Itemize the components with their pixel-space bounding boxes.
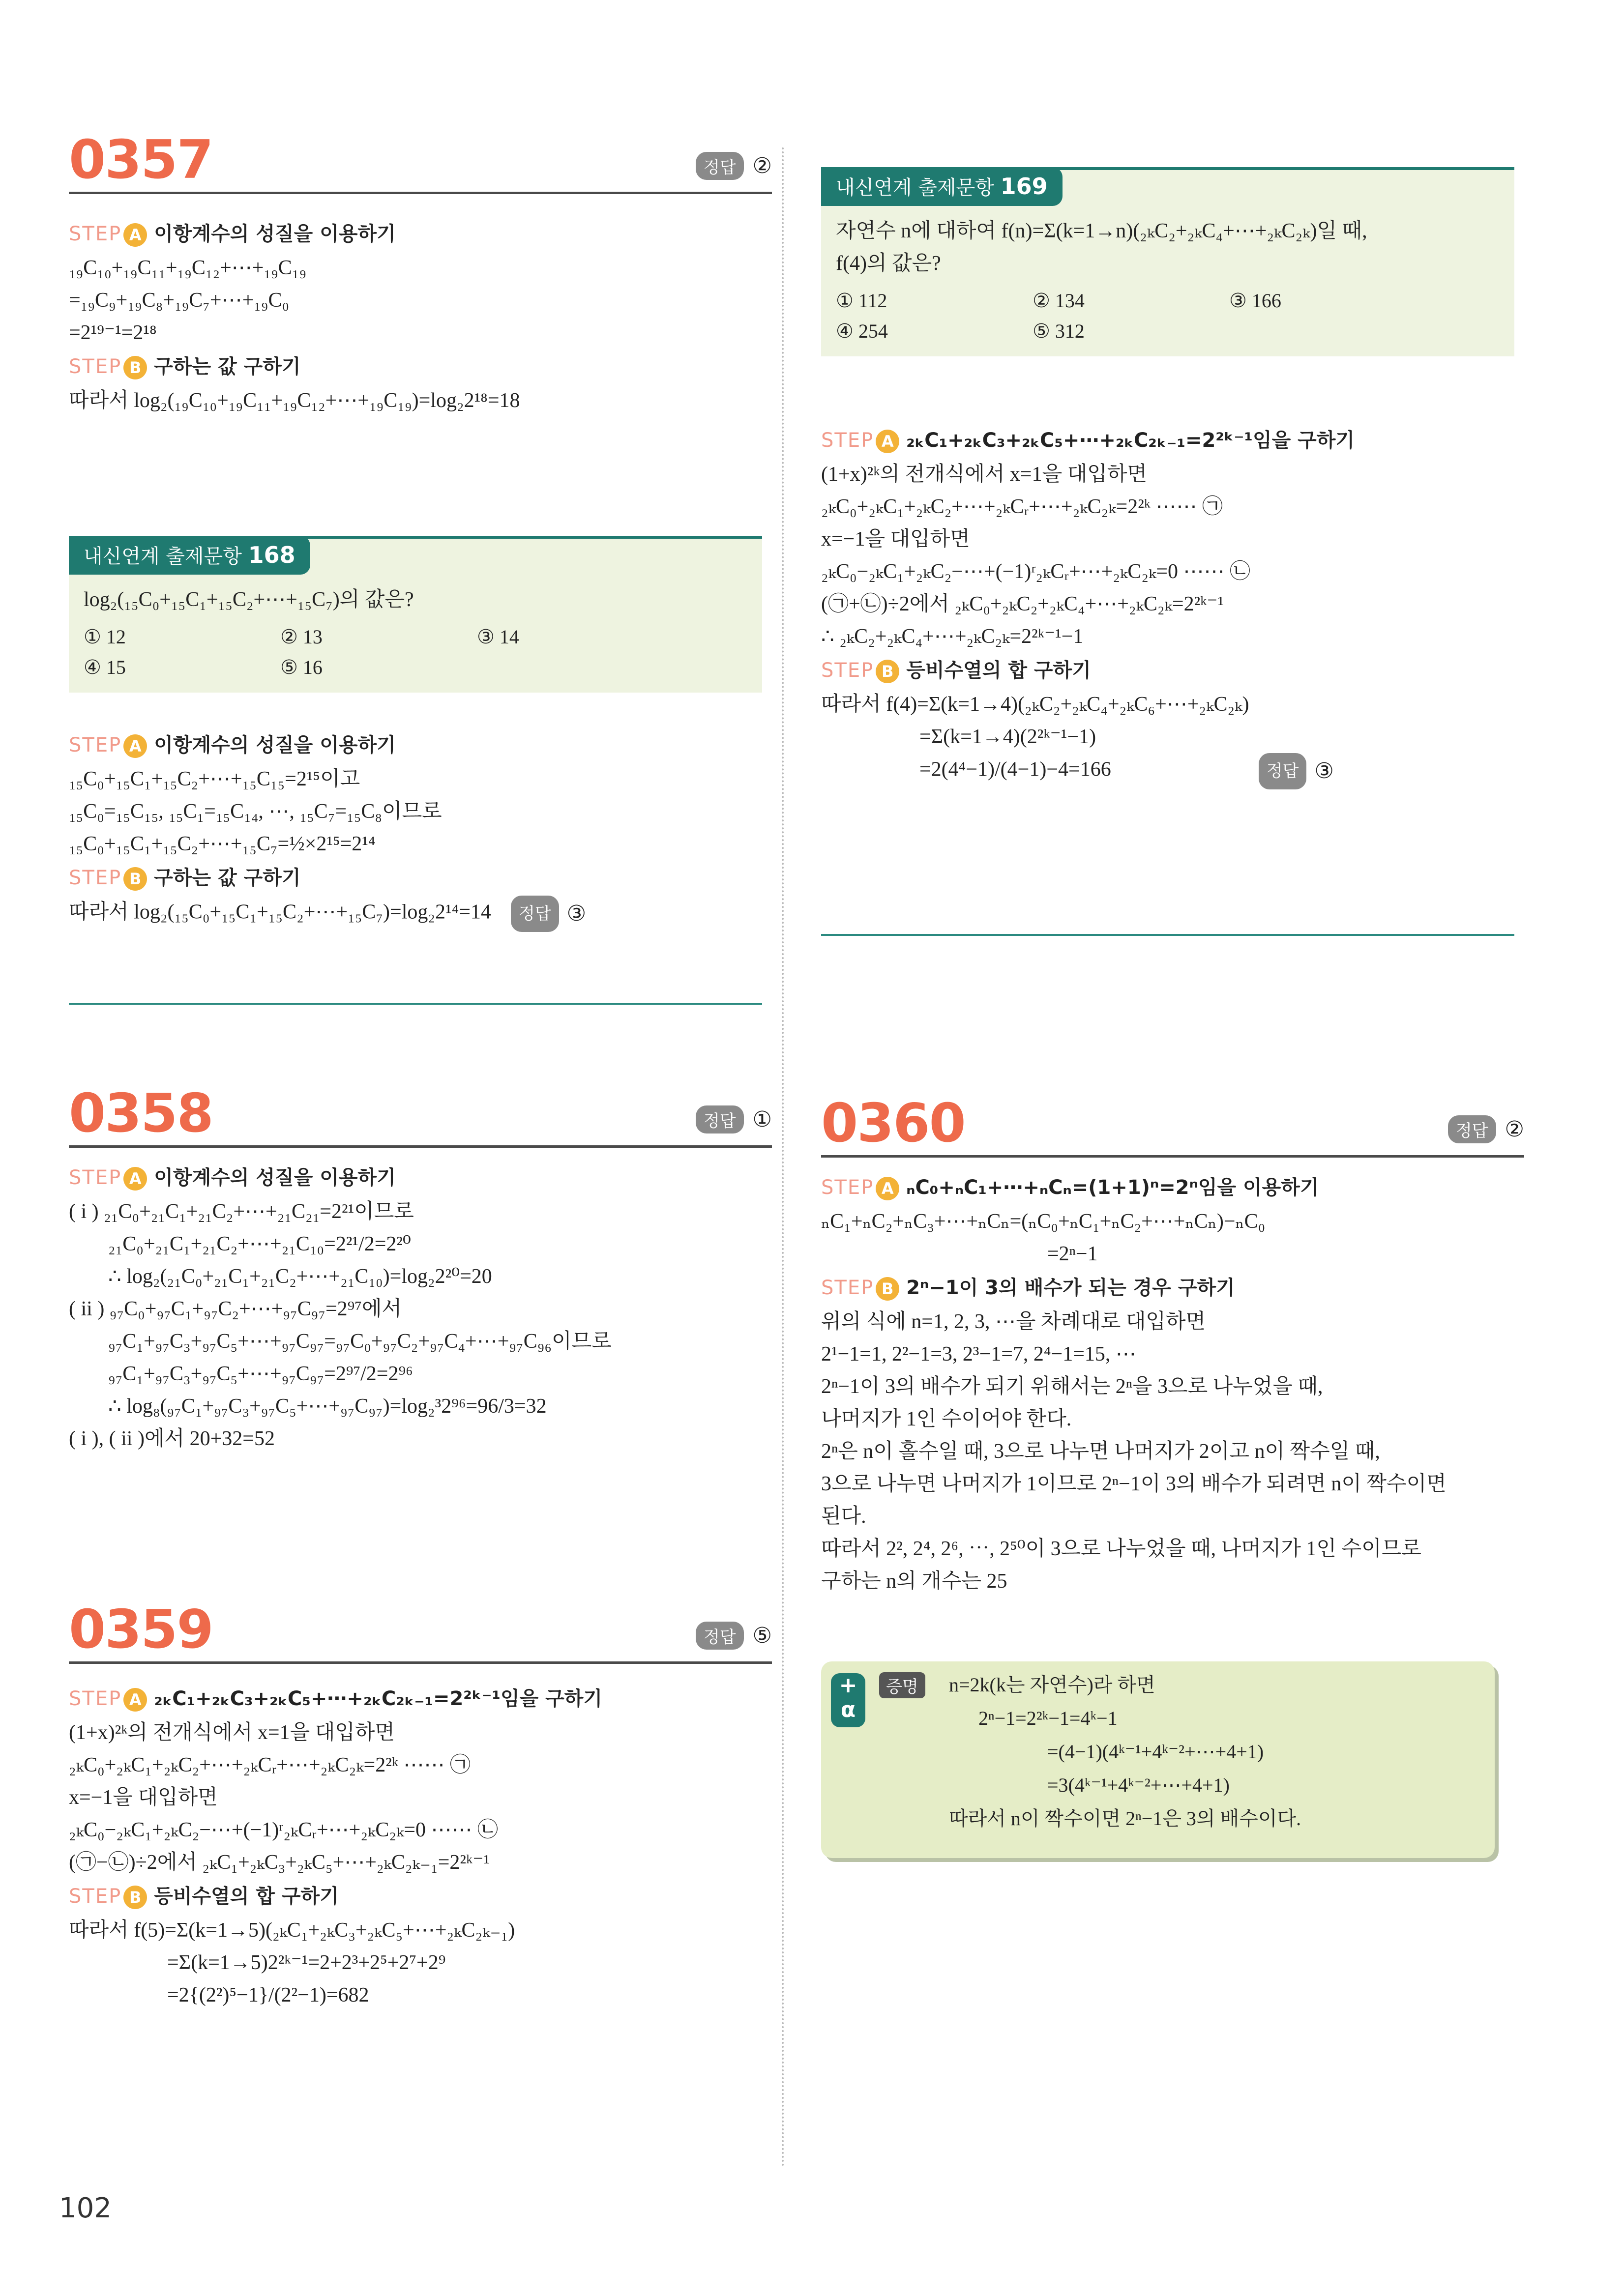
related-168-solution xyxy=(69,727,772,932)
answer-value: ② xyxy=(752,154,772,178)
proof-line: n=2k(k는 자연수)라 하면 xyxy=(949,1674,1155,1696)
proof-line: 2ⁿ−1=2²ᵏ−1=4ᵏ−1 xyxy=(978,1707,1118,1729)
problem-number: 0357 xyxy=(69,129,213,191)
solution-line: ₁₅C₀+₁₅C₁+₁₅C₂+⋯+₁₅C₁₅=2¹⁵이고 xyxy=(69,768,360,790)
solution-line: x=−1을 대입하면 xyxy=(821,528,970,551)
choice-4: ④ 254 xyxy=(836,320,888,342)
solution-line: =2¹⁹⁻¹=2¹⁸ xyxy=(69,321,157,344)
answer-badge: 정답 xyxy=(511,896,559,932)
choice-2: ② 13 xyxy=(280,626,323,648)
proof-line: =(4−1)(4ᵏ⁻¹+4ᵏ⁻²+⋯+4+1) xyxy=(1047,1741,1264,1763)
solution-line: 따라서 f(4)=Σ(k=1→4)(₂ₖC₂+₂ₖC₄+₂ₖC₆+⋯+₂ₖC₂ₖ) xyxy=(821,693,1249,716)
answer-value: ① xyxy=(752,1107,772,1132)
solution-line: ₁₅C₀=₁₅C₁₅, ₁₅C₁=₁₅C₁₄, ⋯, ₁₅C₇=₁₅C₈이므로 xyxy=(69,800,442,823)
solution-line: ₙC₁+ₙC₂+ₙC₃+⋯+ₙCₙ=(ₙC₀+ₙC₁+ₙC₂+⋯+ₙCₙ)−ₙC₀ xyxy=(821,1210,1266,1233)
problem-number: 0359 xyxy=(69,1599,213,1660)
solution-line: 따라서 log₂(₁₅C₀+₁₅C₁+₁₅C₂+⋯+₁₅C₇)=log₂2¹⁴=14 정답 ③ xyxy=(69,896,772,932)
problem-0360-solution xyxy=(821,1170,1524,1598)
proof-box xyxy=(821,1661,1495,1858)
problem-number: 0358 xyxy=(69,1083,213,1144)
solution-line: 나머지가 1인 수이어야 한다. xyxy=(821,1408,1072,1430)
choices xyxy=(84,622,747,683)
choice-5: ⑤ 312 xyxy=(1033,320,1085,342)
related-problem-169 xyxy=(821,167,1514,356)
related-tab: 내신연계 출제문항 169 xyxy=(821,167,1063,206)
step-a-heading: STEP A 이항계수의 성질을 이용하기 xyxy=(69,727,772,763)
choice-4: ④ 15 xyxy=(84,656,126,678)
answer-indicator xyxy=(696,152,772,180)
step-a-heading: STEP A 이항계수의 성질을 이용하기 xyxy=(69,216,772,252)
solution-line: 3으로 나누면 나머지가 1이므로 2ⁿ−1이 3의 배수가 되려면 n이 짝수이면 xyxy=(821,1473,1447,1495)
problem-0357-header xyxy=(69,123,772,194)
solution-line: =2(4⁴−1)/(4−1)−4=166 정답 ③ xyxy=(821,753,1524,789)
choice-3: ③ 166 xyxy=(1229,290,1281,312)
choice-5: ⑤ 16 xyxy=(280,656,323,678)
proof-tag: 증명 xyxy=(879,1672,925,1698)
solution-line: x=−1을 대입하면 xyxy=(69,1786,218,1809)
column-divider xyxy=(782,147,784,2168)
problem-0359-solution xyxy=(69,1681,772,2011)
solution-line: =2{(2²)⁵−1}/(2²−1)=682 xyxy=(167,1984,369,2006)
problem-0358-header xyxy=(69,1076,772,1148)
solution-line: =2ⁿ−1 xyxy=(1047,1243,1098,1265)
solution-line: ( i ) ₂₁C₀+₂₁C₁+₂₁C₂+⋯+₂₁C₂₁=2²¹이므로 xyxy=(69,1200,414,1223)
solution-line: ₂₁C₀+₂₁C₁+₂₁C₂+⋯+₂₁C₁₀=2²¹/2=2²⁰ xyxy=(108,1233,411,1255)
solution-line: ∴ ₂ₖC₂+₂ₖC₄+⋯+₂ₖC₂ₖ=2²ᵏ⁻¹−1 xyxy=(821,625,1084,648)
answer-badge: 정답 xyxy=(696,1105,744,1133)
answer-value: ⑤ xyxy=(752,1624,772,1648)
question-text: log₂(₁₅C₀+₁₅C₁+₁₅C₂+⋯+₁₅C₇)의 값은? xyxy=(84,588,414,611)
choice-1: ① 12 xyxy=(84,626,126,648)
answer-value: ③ xyxy=(1314,759,1334,783)
solution-line: =Σ(k=1→4)(2²ᵏ⁻¹−1) xyxy=(919,726,1096,748)
step-a-heading: STEP A ₂ₖC₁+₂ₖC₃+₂ₖC₅+⋯+₂ₖC₂ₖ₋₁=2²ᵏ⁻¹임을 구하기 xyxy=(821,423,1524,458)
answer-value: ③ xyxy=(566,901,587,926)
solution-line: (1+x)²ᵏ의 전개식에서 x=1을 대입하면 xyxy=(69,1721,395,1744)
solution-line: ( ii ) ₉₇C₀+₉₇C₁+₉₇C₂+⋯+₉₇C₉₇=2⁹⁷에서 xyxy=(69,1298,402,1320)
solution-line: (1+x)²ᵏ의 전개식에서 x=1을 대입하면 xyxy=(821,463,1147,486)
related-tab: 내신연계 출제문항 168 xyxy=(69,536,310,575)
solution-line: ( i ), ( ii )에서 20+32=52 xyxy=(69,1427,275,1450)
solution-line: ∴ log₈(₉₇C₁+₉₇C₃+₉₇C₅+⋯+₉₇C₉₇)=log₂³2⁹⁶=96/3=32 xyxy=(108,1395,547,1418)
section-separator xyxy=(69,1003,762,1005)
proof-lines xyxy=(949,1668,1301,1835)
problem-0358-solution xyxy=(69,1160,772,1455)
answer-indicator xyxy=(1448,1115,1524,1143)
solution-line: (㉠+㉡)÷2에서 ₂ₖC₀+₂ₖC₂+₂ₖC₄+⋯+₂ₖC₂ₖ=2²ᵏ⁻¹ xyxy=(821,593,1224,615)
related-problem-168 xyxy=(69,536,762,693)
solution-line: ∴ log₂(₂₁C₀+₂₁C₁+₂₁C₂+⋯+₂₁C₁₀)=log₂2²⁰=20 xyxy=(108,1265,492,1288)
problem-0360-header xyxy=(821,1086,1524,1158)
step-b-heading: STEP B 등비수열의 합 구하기 xyxy=(69,1879,772,1914)
proof-line: =3(4ᵏ⁻¹+4ᵏ⁻²+⋯+4+1) xyxy=(1047,1774,1230,1796)
answer-value: ② xyxy=(1505,1117,1524,1141)
plus-alpha-icon: + α xyxy=(831,1673,865,1727)
solution-line: ₉₇C₁+₉₇C₃+₉₇C₅+⋯+₉₇C₉₇=₉₇C₀+₉₇C₂+₉₇C₄+⋯+₉₇C₉₆이므로 xyxy=(108,1330,612,1353)
solution-line: 2ⁿ−1이 3의 배수가 되기 위해서는 2ⁿ을 3으로 나누었을 때, xyxy=(821,1375,1323,1398)
solution-line: 구하는 n의 개수는 25 xyxy=(821,1570,1007,1593)
solution-line: =₁₉C₉+₁₉C₈+₁₉C₇+⋯+₁₉C₀ xyxy=(69,289,290,312)
step-b-heading: STEP B 등비수열의 합 구하기 xyxy=(821,653,1524,688)
solution-line: 2¹−1=1, 2²−1=3, 2³−1=7, 2⁴−1=15, ⋯ xyxy=(821,1343,1136,1366)
choices xyxy=(836,286,1500,347)
solution-line: ₂ₖC₀−₂ₖC₁+₂ₖC₂−⋯+(−1)ʳ₂ₖCᵣ+⋯+₂ₖC₂ₖ=0 ⋯⋯ ㉡ xyxy=(821,560,1250,583)
solution-line: =Σ(k=1→5)2²ᵏ⁻¹=2+2³+2⁵+2⁷+2⁹ xyxy=(167,1951,446,1974)
step-b-heading: STEP B 구하는 값 구하기 xyxy=(69,349,772,384)
problem-0359-header xyxy=(69,1593,772,1664)
choice-2: ② 134 xyxy=(1033,290,1085,312)
question-text: 자연수 n에 대하여 f(n)=Σ(k=1→n)(₂ₖC₂+₂ₖC₄+⋯+₂ₖC₂ₖ)일 때, xyxy=(836,220,1367,242)
solution-line: 따라서 log₂(₁₉C₁₀+₁₉C₁₁+₁₉C₁₂+⋯+₁₉C₁₉)=log₂2¹⁸=18 xyxy=(69,389,520,412)
related-169-solution xyxy=(821,423,1524,789)
solution-line: 위의 식에 n=1, 2, 3, ⋯을 차례대로 대입하면 xyxy=(821,1310,1206,1333)
step-a-heading: STEP A ₙC₀+ₙC₁+⋯+ₙCₙ=(1+1)ⁿ=2ⁿ임을 이용하기 xyxy=(821,1170,1524,1205)
page-number: 102 xyxy=(59,2192,112,2224)
problem-number: 0360 xyxy=(821,1093,965,1154)
solution-line: ₂ₖC₀+₂ₖC₁+₂ₖC₂+⋯+₂ₖCᵣ+⋯+₂ₖC₂ₖ=2²ᵏ ⋯⋯ ㉠ xyxy=(821,495,1223,518)
choice-3: ③ 14 xyxy=(477,626,519,648)
question-text: f(4)의 값은? xyxy=(836,252,941,275)
proof-line: 따라서 n이 짝수이면 2ⁿ−1은 3의 배수이다. xyxy=(949,1807,1301,1830)
solution-line: 된다. xyxy=(821,1505,866,1528)
choice-1: ① 112 xyxy=(836,290,887,312)
solution-line: ₁₉C₁₀+₁₉C₁₁+₁₉C₁₂+⋯+₁₉C₁₉ xyxy=(69,257,307,279)
solution-line: 따라서 2², 2⁴, 2⁶, ⋯, 2⁵⁰이 3으로 나누었을 때, 나머지가 1인 수이므로 xyxy=(821,1538,1421,1560)
step-a-heading: STEP A ₂ₖC₁+₂ₖC₃+₂ₖC₅+⋯+₂ₖC₂ₖ₋₁=2²ᵏ⁻¹임을 구하기 xyxy=(69,1681,772,1716)
answer-indicator xyxy=(696,1105,772,1133)
solution-line: ₉₇C₁+₉₇C₃+₉₇C₅+⋯+₉₇C₉₇=2⁹⁷/2=2⁹⁶ xyxy=(108,1363,413,1385)
section-separator xyxy=(821,934,1514,936)
problem-0357-solution xyxy=(69,216,772,417)
solution-line: ₂ₖC₀−₂ₖC₁+₂ₖC₂−⋯+(−1)ʳ₂ₖCᵣ+⋯+₂ₖC₂ₖ=0 ⋯⋯ ㉡ xyxy=(69,1819,498,1841)
answer-badge: 정답 xyxy=(696,152,744,180)
solution-line: ₂ₖC₀+₂ₖC₁+₂ₖC₂+⋯+₂ₖCᵣ+⋯+₂ₖC₂ₖ=2²ᵏ ⋯⋯ ㉠ xyxy=(69,1754,471,1776)
step-a-heading: STEP A 이항계수의 성질을 이용하기 xyxy=(69,1160,772,1195)
answer-indicator xyxy=(696,1622,772,1650)
solution-line: (㉠−㉡)÷2에서 ₂ₖC₁+₂ₖC₃+₂ₖC₅+⋯+₂ₖC₂ₖ₋₁=2²ᵏ⁻¹ xyxy=(69,1851,490,1874)
answer-badge: 정답 xyxy=(1259,753,1307,789)
solution-line: 따라서 f(5)=Σ(k=1→5)(₂ₖC₁+₂ₖC₃+₂ₖC₅+⋯+₂ₖC₂ₖ₋₁) xyxy=(69,1919,515,1942)
solution-line: ₁₅C₀+₁₅C₁+₁₅C₂+⋯+₁₅C₇=½×2¹⁵=2¹⁴ xyxy=(69,833,376,855)
answer-badge: 정답 xyxy=(696,1622,744,1650)
step-b-heading: STEP B 구하는 값 구하기 xyxy=(69,860,772,896)
answer-badge: 정답 xyxy=(1448,1115,1496,1143)
step-b-heading: STEP B 2ⁿ−1이 3의 배수가 되는 경우 구하기 xyxy=(821,1270,1524,1306)
solution-line: 2ⁿ은 n이 홀수일 때, 3으로 나누면 나머지가 2이고 n이 짝수일 때, xyxy=(821,1440,1380,1463)
